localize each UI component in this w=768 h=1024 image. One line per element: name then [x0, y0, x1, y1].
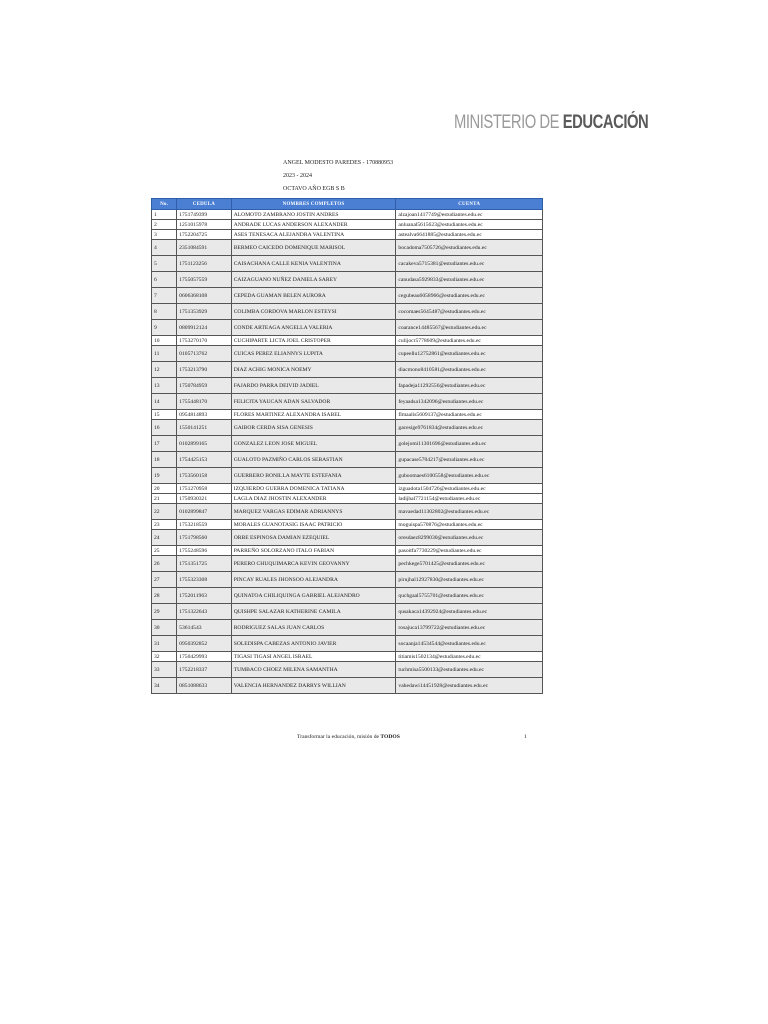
- table-row: [152, 484, 543, 494]
- table-row: [152, 346, 543, 362]
- cell-cuenta: moguispa570876@estudiantes.edu.ec: [396, 520, 543, 530]
- table-row: [152, 636, 543, 652]
- cell-no: 29: [152, 604, 177, 620]
- cell-nombre: CONDE ARTEAGA ANGELLA VALERIA: [231, 320, 396, 336]
- cell-no: 21: [152, 494, 177, 504]
- cell-no: 13: [152, 378, 177, 394]
- cell-cedula: 0851088633: [177, 678, 232, 694]
- cell-nombre: ORBE ESPINOSA DAMIAN EZEQUIEL: [231, 530, 396, 546]
- table-row: [152, 604, 543, 620]
- cell-cedula: 1751322643: [177, 604, 232, 620]
- cell-no: 10: [152, 336, 177, 346]
- cell-no: 28: [152, 588, 177, 604]
- cell-no: 24: [152, 530, 177, 546]
- table-row: [152, 468, 543, 484]
- logo-light-text: MINISTERIO DE: [454, 112, 563, 133]
- table-row: [152, 556, 543, 572]
- cell-no: 1: [152, 210, 177, 220]
- cell-cuenta: cocomaes5645487@estudiantes.edu.ec: [396, 304, 543, 320]
- cell-nombre: GAIBOR CERDA SISA GENESIS: [231, 420, 396, 436]
- cell-no: 22: [152, 504, 177, 520]
- cell-nombre: TIGASI TIGASI ANGEL ISRAEL: [231, 652, 396, 662]
- cell-cedula: 0954814893: [177, 410, 232, 420]
- cell-cuenta: titiamis1502134@estudiantes.edu.ec: [396, 652, 543, 662]
- cell-cedula: 1753560158: [177, 468, 232, 484]
- cell-cedula: 0809912124: [177, 320, 232, 336]
- cell-cedula: 0102899165: [177, 436, 232, 452]
- cell-cedula: 1755323308: [177, 572, 232, 588]
- cell-cuenta: anluanal5615623@estudiantes.edu.ec: [396, 220, 543, 230]
- cell-nombre: SOLEDISPA CABEZAS ANTONIO JAVIER: [231, 636, 396, 652]
- table-row: [152, 210, 543, 220]
- cell-cuenta: gupacase5704217@estudiantes.edu.ec: [396, 452, 543, 468]
- cell-nombre: GUERRERO BONILLA MAYTE ESTEFANIA: [231, 468, 396, 484]
- cell-no: 34: [152, 678, 177, 694]
- cell-cuenta: guboomaes6100558@estudiantes.edu.ec: [396, 468, 543, 484]
- cell-cuenta: golejomi11301696@estudiantes.edu.ec: [396, 436, 543, 452]
- cell-cuenta: mavaedad11302802@estudiantes.edu.ec: [396, 504, 543, 520]
- ministerio-educacion-logo: [454, 112, 648, 134]
- cell-cedula: 1751798560: [177, 530, 232, 546]
- cell-nombre: GONZALEZ LEON JOSE MIGUEL: [231, 436, 396, 452]
- cell-nombre: FLORES MARTINEZ ALEXANDRA ISABEL: [231, 410, 396, 420]
- cell-no: 11: [152, 346, 177, 362]
- cell-no: 32: [152, 652, 177, 662]
- table-row: [152, 620, 543, 636]
- col-header-nombres: NOMBRES COMPLETOS: [231, 199, 396, 210]
- table-row: [152, 652, 543, 662]
- cell-cedula: 1550141251: [177, 420, 232, 436]
- cell-no: 15: [152, 410, 177, 420]
- table-row: [152, 572, 543, 588]
- cell-cuenta: feyaadsa1342096@estudiantes.edu.ec: [396, 394, 543, 410]
- table-row: [152, 304, 543, 320]
- cell-nombre: RODRIGUEZ SALAS JUAN CARLOS: [231, 620, 396, 636]
- table-row: [152, 320, 543, 336]
- table-row: [152, 546, 543, 556]
- cell-no: 30: [152, 620, 177, 636]
- cell-no: 25: [152, 546, 177, 556]
- cell-nombre: QUINATOA CHILIQUINGA GABRIEL ALEJANDRO: [231, 588, 396, 604]
- cell-cedula: 1754425153: [177, 452, 232, 468]
- cell-no: 6: [152, 272, 177, 288]
- cell-nombre: DIAZ ACHIG MONICA NOEMY: [231, 362, 396, 378]
- cell-no: 31: [152, 636, 177, 652]
- cell-nombre: GUALOTO PAZMIÑO CARLOS SEBASTIAN: [231, 452, 396, 468]
- document-header: [283, 157, 393, 196]
- cell-cuenta: quchgaal5755701@estudiantes.edu.ec: [396, 588, 543, 604]
- cell-nombre: CUCHIPARTE LICTA JOEL CRISTOPER: [231, 336, 396, 346]
- cell-nombre: VALENCIA HERNANDEZ DARRYS WILLIAN: [231, 678, 396, 694]
- cell-nombre: LAGLA DIAZ JHOSTIN ALEXANDER: [231, 494, 396, 504]
- cell-no: 19: [152, 468, 177, 484]
- cell-cuenta: cacakeva5715381@estudiantes.edu.ec: [396, 256, 543, 272]
- cell-cedula: 1752204725: [177, 230, 232, 240]
- cell-cedula: 0105713762: [177, 346, 232, 362]
- cell-nombre: ASES TENESACA ALEJANDRA VALENTINA: [231, 230, 396, 240]
- cell-no: 3: [152, 230, 177, 240]
- cell-cedula: 1753213790: [177, 362, 232, 378]
- cell-nombre: TUMBACO CHOEZ MILENA SAMANTHA: [231, 662, 396, 678]
- table-row: [152, 394, 543, 410]
- cell-no: 27: [152, 572, 177, 588]
- cell-nombre: CEPEDA GUAMAN BELEN AURORA: [231, 288, 396, 304]
- teacher-line: ANGEL MODESTO PAREDES - 170880953: [283, 160, 394, 166]
- cell-cedula: 1755248596: [177, 546, 232, 556]
- cell-cedula: 1753270170: [177, 336, 232, 346]
- table-row: [152, 530, 543, 546]
- logo-bold-text: EDUCACIÓN: [562, 112, 649, 133]
- cell-no: 2: [152, 220, 177, 230]
- cell-cedula: 1751351725: [177, 556, 232, 572]
- cell-cuenta: culijocr5778609@estudiantes.edu.ec: [396, 336, 543, 346]
- cell-cuenta: pasoitfa7730229@estudiantes.edu.ec: [396, 546, 543, 556]
- table-row: [152, 256, 543, 272]
- cell-no: 20: [152, 484, 177, 494]
- cell-no: 33: [152, 662, 177, 678]
- cell-nombre: CUICAS PEREZ ELIANNYS LUPITA: [231, 346, 396, 362]
- cell-cuenta: cegubeau6058966@estudiantes.edu.ec: [396, 288, 543, 304]
- table-row: [152, 420, 543, 436]
- table-row: [152, 662, 543, 678]
- cell-cuenta: bocadoma7505726@estudiantes.edu.ec: [396, 240, 543, 256]
- cell-no: 18: [152, 452, 177, 468]
- cell-cuenta: izguadota1504726@estudiantes.edu.ec: [396, 484, 543, 494]
- cell-cuenta: coarance14485567@estudiantes.edu.ec: [396, 320, 543, 336]
- cell-no: 16: [152, 420, 177, 436]
- table-row: [152, 504, 543, 520]
- table-row: [152, 272, 543, 288]
- cell-cuenta: flmaalis5609137@estudiantes.edu.ec: [396, 410, 543, 420]
- cell-cedula: 1750784959: [177, 378, 232, 394]
- cell-cuenta: qusakaca14392924@estudiantes.edu.ec: [396, 604, 543, 620]
- cell-cuenta: vahedawi14451928@estudiantes.edu.ec: [396, 678, 543, 694]
- cell-cedula: 53614543: [177, 620, 232, 636]
- cell-cedula: 1755448170: [177, 394, 232, 410]
- cell-cuenta: cupeellu12752861@estudiantes.edu.ec: [396, 346, 543, 362]
- cell-cedula: 1751123256: [177, 256, 232, 272]
- cell-nombre: QUISHPE SALAZAR KATHERINE CAMILA: [231, 604, 396, 620]
- student-roster-table: [151, 198, 543, 694]
- cell-cuenta: ladijhal7721154@estudiantes.edu.ec: [396, 494, 543, 504]
- cell-cuenta: tuchmisa5500133@estudiantes.edu.ec: [396, 662, 543, 678]
- cell-nombre: PERERO CHUQUIMARCA KEVIN GEOVANNY: [231, 556, 396, 572]
- table-row: [152, 288, 543, 304]
- period-line: 2023 - 2024: [283, 173, 312, 179]
- cell-nombre: ANDRADE LUCAS ANDERSON ALEXANDER: [231, 220, 396, 230]
- table-row: [152, 230, 543, 240]
- table-row: [152, 220, 543, 230]
- cell-cedula: 1751749399: [177, 210, 232, 220]
- cell-nombre: BERMEO CAICEDO DOMENIQUE MARISOL: [231, 240, 396, 256]
- table-row: [152, 494, 543, 504]
- cell-cuenta: alzajoan1417749@estudiantes.edu.ec: [396, 210, 543, 220]
- table-row: [152, 410, 543, 420]
- cell-nombre: COLIMBA CORDOVA MARLON ESTEYSI: [231, 304, 396, 320]
- table-row: [152, 678, 543, 694]
- page-number: 1: [524, 734, 527, 740]
- cell-cedula: 1751270958: [177, 484, 232, 494]
- cell-cuenta: oresdaez8299030@estudiantes.edu.ec: [396, 530, 543, 546]
- cell-no: 8: [152, 304, 177, 320]
- cell-cedula: 1755057559: [177, 272, 232, 288]
- cell-nombre: PINCAY RUALES JHONSOO ALEJANDRA: [231, 572, 396, 588]
- course-line: OCTAVO AÑO EGB S B: [283, 186, 345, 192]
- cell-cedula: 2351084591: [177, 240, 232, 256]
- footer-slogan-text: Transformar la educación, misión de: [297, 734, 381, 740]
- cell-cedula: 1751353929: [177, 304, 232, 320]
- cell-cuenta: rosajuca13799722@estudiantes.edu.ec: [396, 620, 543, 636]
- table-row: [152, 520, 543, 530]
- cell-nombre: CAISACHANA CALLE KENIA VALENTINA: [231, 256, 396, 272]
- col-header-cedula: CEDULA: [177, 199, 232, 210]
- cell-cedula: 1752011963: [177, 588, 232, 604]
- table-row: [152, 362, 543, 378]
- cell-no: 17: [152, 436, 177, 452]
- cell-cuenta: fapadeja11292556@estudiantes.edu.ec: [396, 378, 543, 394]
- cell-cedula: 0950392852: [177, 636, 232, 652]
- table-row: [152, 436, 543, 452]
- cell-nombre: PARREÑO SOLORZANO ITALO FABIAN: [231, 546, 396, 556]
- cell-cuenta: canudasa5929833@estudiantes.edu.ec: [396, 272, 543, 288]
- cell-no: 7: [152, 288, 177, 304]
- table-row: [152, 588, 543, 604]
- table-row: [152, 240, 543, 256]
- cell-no: 14: [152, 394, 177, 410]
- cell-nombre: FAJARDO PARRA DEIVID JADIEL: [231, 378, 396, 394]
- cell-nombre: FELICITA YAUCAN ADAN SALVADOR: [231, 394, 396, 410]
- cell-cedula: 1750930321: [177, 494, 232, 504]
- cell-cuenta: gacesige9761834@estudiantes.edu.ec: [396, 420, 543, 436]
- cell-cuenta: pirujhal12927830@estudiantes.edu.ec: [396, 572, 543, 588]
- cell-cedula: 0102899847: [177, 504, 232, 520]
- col-header-no: No.: [152, 199, 177, 210]
- cell-cedula: 1753218559: [177, 520, 232, 530]
- cell-nombre: IZQUIERDO GUERRA DOMENICA TATIANA: [231, 484, 396, 494]
- table-body: [152, 210, 543, 694]
- cell-cuenta: pechkege5701425@estudiantes.edu.ec: [396, 556, 543, 572]
- cell-cedula: 1752218337: [177, 662, 232, 678]
- footer-slogan-bold: TODOS: [380, 734, 400, 740]
- cell-nombre: ALOMOTO ZAMBRANO JOSTIN ANDRES: [231, 210, 396, 220]
- cell-cuenta: diacmono8410581@estudiantes.edu.ec: [396, 362, 543, 378]
- col-header-cuenta: CUENTA: [396, 199, 543, 210]
- table-row: [152, 336, 543, 346]
- cell-no: 26: [152, 556, 177, 572]
- cell-nombre: MORALES GUANOTASIG ISAAC PATRICIO: [231, 520, 396, 530]
- cell-cedula: 0606368108: [177, 288, 232, 304]
- cell-nombre: MARQUEZ VARGAS EDIMAR ADRIANNYS: [231, 504, 396, 520]
- table-row: [152, 378, 543, 394]
- cell-no: 4: [152, 240, 177, 256]
- table-row: [152, 452, 543, 468]
- cell-nombre: CAIZAGUANO NUÑEZ DANIELA SAREY: [231, 272, 396, 288]
- cell-cuenta: astealva6641885@estudiantes.edu.ec: [396, 230, 543, 240]
- cell-no: 12: [152, 362, 177, 378]
- cell-cedula: 1251015978: [177, 220, 232, 230]
- cell-no: 9: [152, 320, 177, 336]
- cell-cedula: 1750429993: [177, 652, 232, 662]
- cell-no: 5: [152, 256, 177, 272]
- table-header-row: [152, 199, 543, 210]
- footer-slogan: [297, 734, 400, 740]
- cell-no: 23: [152, 520, 177, 530]
- cell-cuenta: socaanja14534544@estudiantes.edu.ec: [396, 636, 543, 652]
